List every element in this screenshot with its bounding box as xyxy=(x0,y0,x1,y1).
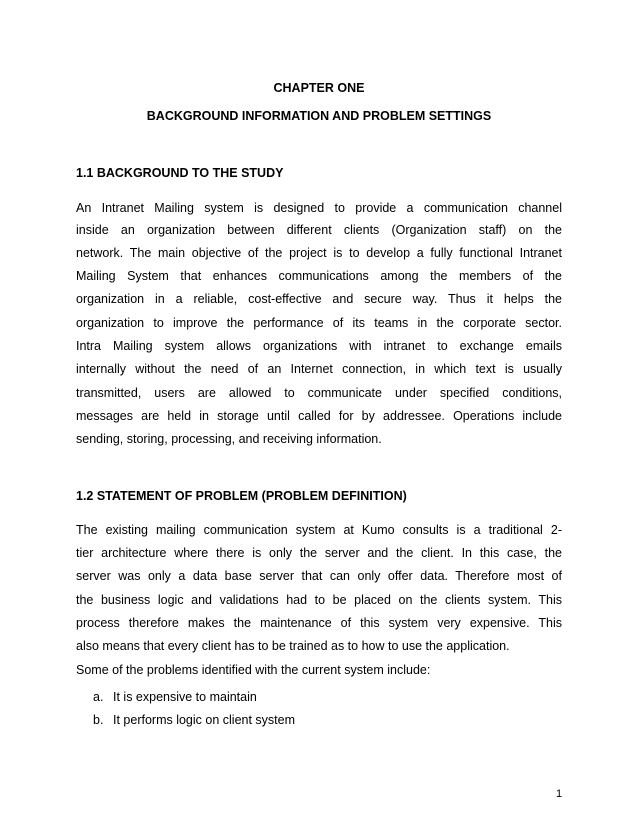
list-marker: a. xyxy=(93,690,104,704)
section-1-heading: 1.1 BACKGROUND TO THE STUDY xyxy=(76,166,284,180)
paragraph-line: inside an organization between different clients (Organization staff) on the xyxy=(76,223,562,237)
list-marker: b. xyxy=(93,713,104,727)
paragraph-line: transmitted, users are allowed to communicate under specified conditions, xyxy=(76,386,562,400)
paragraph-line: network. The main objective of the project is to develop a fully functional Intranet xyxy=(76,246,562,260)
page-number: 1 xyxy=(556,788,563,800)
list-item-text: It is expensive to maintain xyxy=(113,690,257,704)
paragraph-line: Some of the problems identified with the current system include: xyxy=(76,663,431,677)
paragraph-line: The existing mailing communication system at Kumo consults is a traditional 2- xyxy=(76,523,562,537)
chapter-subtitle: BACKGROUND INFORMATION AND PROBLEM SETTINGS xyxy=(146,109,492,123)
chapter-title: CHAPTER ONE xyxy=(273,81,365,95)
paragraph-line: Mailing System that enhances communications among the members of the xyxy=(76,269,562,283)
paragraph-line: Intra Mailing system allows organizations with intranet to exchange emails xyxy=(76,339,562,353)
paragraph-line: messages are held in storage until called for by addressee. Operations include xyxy=(76,409,562,423)
list-item xyxy=(93,690,257,704)
paragraph-line: organization in a reliable, cost-effective and secure way. Thus it helps the xyxy=(76,292,562,306)
list-item xyxy=(93,713,295,727)
paragraph-line: also means that every client has to be trained as to how to use the application. xyxy=(76,639,510,653)
section-2-heading: 1.2 STATEMENT OF PROBLEM (PROBLEM DEFINITION) xyxy=(76,489,407,503)
paragraph-line: organization to improve the performance of its teams in the corporate sector. xyxy=(76,316,562,330)
paragraph-line: An Intranet Mailing system is designed to provide a communication channel xyxy=(76,201,562,215)
paragraph-line: process therefore makes the maintenance of this system very expensive. This xyxy=(76,616,562,630)
paragraph-line: sending, storing, processing, and receiving information. xyxy=(76,432,382,446)
paragraph-line: the business logic and validations had to be placed on the clients system. This xyxy=(76,593,562,607)
paragraph-line: internally without the need of an Internet connection, in which text is usually xyxy=(76,362,562,376)
paragraph-line: tier architecture where there is only the server and the client. In this case, the xyxy=(76,546,562,560)
list-item-text: It performs logic on client system xyxy=(113,713,296,727)
paragraph-line: server was only a data base server that can only offer data. Therefore most of xyxy=(76,569,562,583)
